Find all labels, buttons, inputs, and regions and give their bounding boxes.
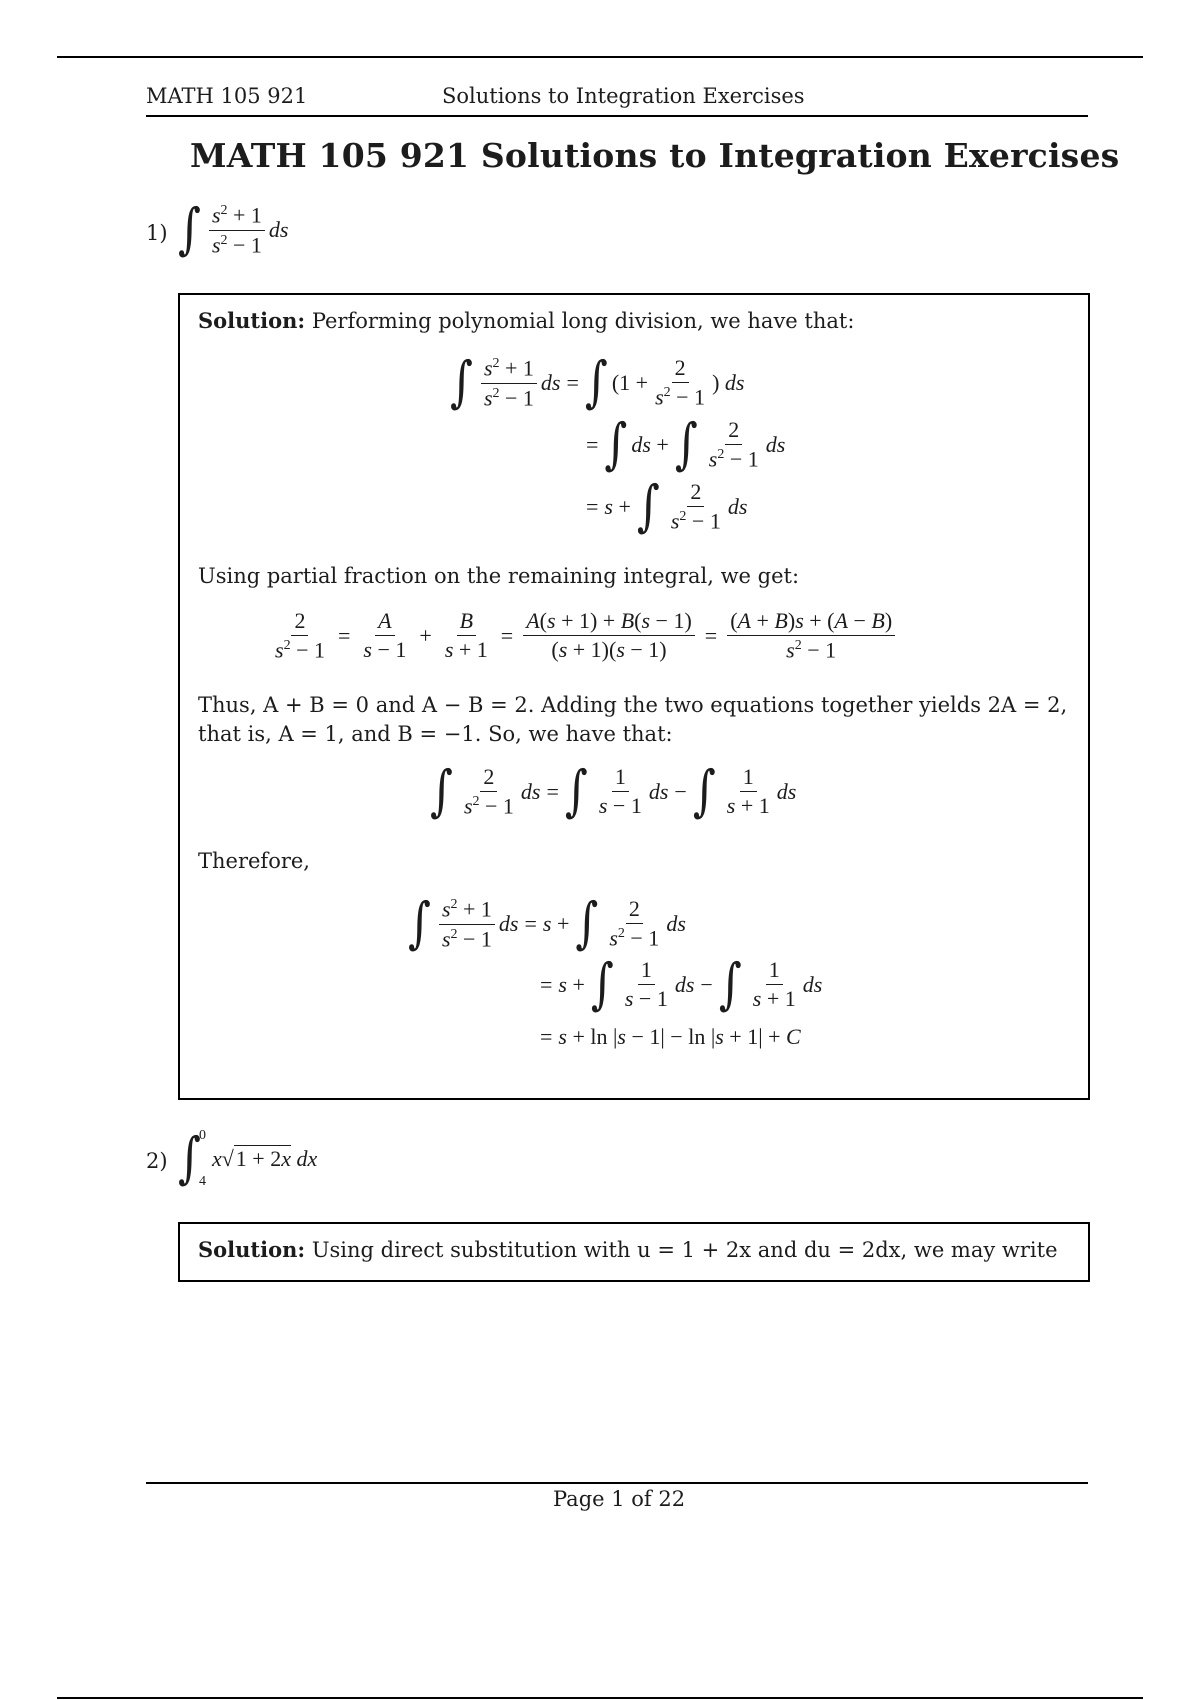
top-page-rule xyxy=(57,56,1143,58)
thus-line-2: that is, A = 1, and B = −1. So, we have that: xyxy=(198,722,673,746)
split-integral-equation: ∫ $\frac{2}{s^2 - 1}$ ds = ∫ $\frac{1}{s - 1}$ ds − ∫ $\frac{1}{s + 1}$ ds xyxy=(430,759,797,824)
solution-2-label: Solution: xyxy=(198,1237,306,1262)
problem-1-number: 1) xyxy=(146,221,168,245)
bottom-page-rule xyxy=(57,1697,1143,1699)
header-rule xyxy=(146,115,1088,117)
division-line-3: = s + ∫ $\frac{2}{s^2 - 1}$ ds xyxy=(586,474,748,539)
header-doc-title: Solutions to Integration Exercises xyxy=(442,84,805,108)
partial-fraction-text: Using partial fraction on the remaining integral, we get: xyxy=(198,564,800,588)
result-line-1: ∫ $\frac{s^2 + 1}{s^2 - 1}$ ds = s + ∫ $\frac{2}{s^2 - 1}$ ds xyxy=(408,891,686,956)
result-line-3: = s + ln |s − 1| − ln |s + 1| + C xyxy=(540,1024,801,1049)
integral-sign: ∫ xyxy=(178,197,201,262)
footer-rule xyxy=(146,1482,1088,1484)
problem-2-integral: ∫ 0 4 x√1 + 2x dx xyxy=(178,1126,318,1191)
division-line-1: ∫ $\frac{s^2 + 1}{s^2 - 1}$ ds = ∫ (1 + $\frac{2}{s^2 - 1}$ ) ds xyxy=(450,350,745,415)
problem-1-integral: ∫ $\frac{s^2 + 1}{s^2 - 1}$ ds xyxy=(178,197,289,262)
thus-line-1: Thus, A + B = 0 and A − B = 2. Adding the two equations together yields 2A = 2, xyxy=(198,693,1068,717)
division-line-2: = ∫ ds + ∫ $\frac{2}{s^2 - 1}$ ds xyxy=(586,412,786,477)
solution-1-intro xyxy=(198,306,854,336)
therefore-text: Therefore, xyxy=(198,849,310,873)
solution-1-intro-text: Performing polynomial long division, we have that: xyxy=(311,309,855,333)
solution-1-label: Solution: xyxy=(198,308,306,333)
page-number: Page 1 of 22 xyxy=(553,1487,686,1511)
problem-2-number: 2) xyxy=(146,1149,168,1173)
solution-2-intro xyxy=(198,1235,1058,1265)
page-title: MATH 105 921 Solutions to Integration Exercises xyxy=(190,136,1120,175)
partial-fraction-equation: $\frac{2}{s^2 - 1}$ = $\frac{A}{s - 1}$ + $\frac{B}{s + 1}$ = $\frac{A(s + 1) + B(s - 1)}{(s + 1)(s - 1)}$ = $\frac{(A + B)s + (A - B)}{s^2 - 1}$ xyxy=(268,609,899,663)
result-line-2: = s + ∫ $\frac{1}{s - 1}$ ds − ∫ $\frac{1}{s + 1}$ ds xyxy=(540,952,823,1016)
header-course: MATH 105 921 xyxy=(146,84,308,108)
solution-2-intro-text: Using direct substitution with u = 1 + 2x and du = 2dx, we may write xyxy=(311,1238,1058,1262)
